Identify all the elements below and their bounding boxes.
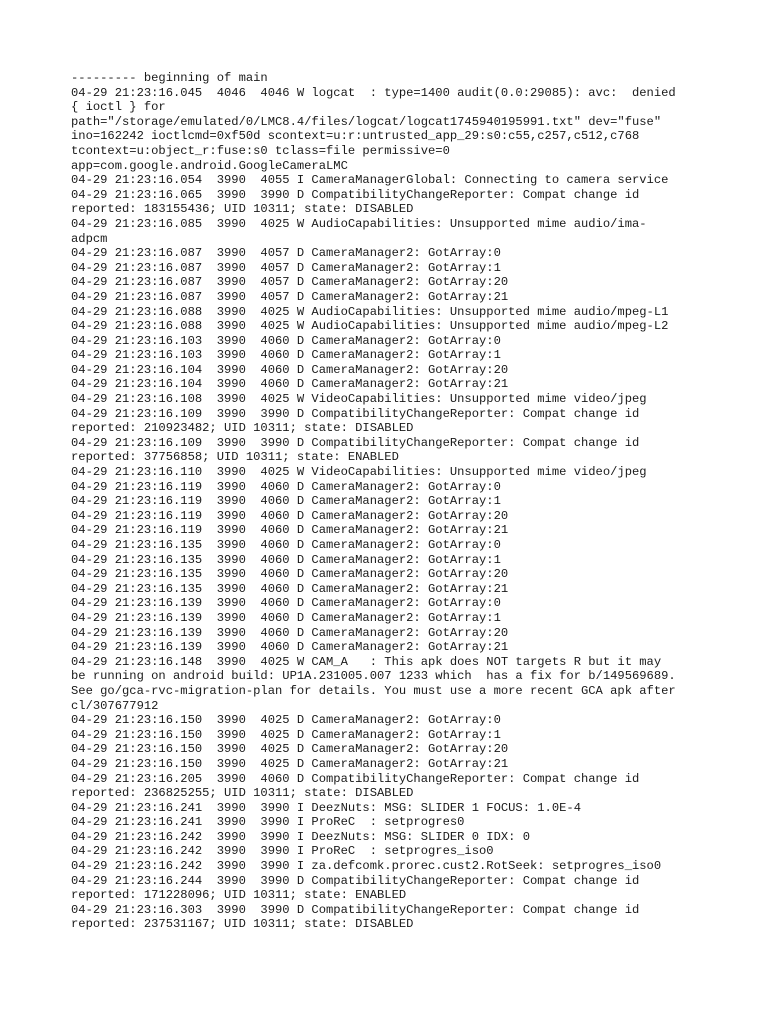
log-line: 04-29 21:23:16.135 3990 4060 D CameraManager2: GotArray:0	[71, 538, 501, 552]
log-line: 04-29 21:23:16.242 3990 3990 I za.defcomk.prorec.cust2.RotSeek: setprogres_iso0	[71, 859, 662, 874]
log-line: reported: 237531167; UID 10311; state: DISABLED	[71, 917, 414, 932]
log-line: 04-29 21:23:16.150 3990 4025 D CameraManager2: GotArray:21	[71, 756, 509, 771]
log-line: 04-29 21:23:16.139 3990 4060 D CameraManager2: GotArray:1	[71, 610, 501, 625]
log-line: 04-29 21:23:16.045 4046 4046 W logcat : type=1400 audit(0.0:29085): avc: denied	[71, 85, 676, 100]
log-line: 04-29 21:23:16.150 3990 4025 D CameraManager2: GotArray:1	[71, 727, 501, 742]
log-line: 04-29 21:23:16.242 3990 3990 I ProReC : setprogres_iso0	[71, 844, 494, 859]
log-line: 04-29 21:23:16.135 3990 4060 D CameraManager2: GotArray:1	[71, 552, 501, 567]
log-line: 04-29 21:23:16.119 3990 4060 D CameraManager2: GotArray:21	[71, 523, 509, 538]
log-line: See go/gca-rvc-migration-plan for details. You must use a more recent GCA apk after	[71, 683, 676, 698]
log-line: 04-29 21:23:16.205 3990 4060 D CompatibilityChangeReporter: Compat change id	[71, 771, 640, 786]
log-line: ino=162242 ioctlcmd=0xf50d scontext=u:r:untrusted_app_29:s0:c55,c257,c512,c768	[71, 129, 640, 144]
log-line: 04-29 21:23:16.087 3990 4057 D CameraManager2: GotArray:0	[71, 246, 501, 261]
log-line: 04-29 21:23:16.241 3990 3990 I ProReC : setprogres0	[71, 815, 465, 830]
log-line: be running on android build: UP1A.231005.007 1233 which has a fix for b/149569689.	[71, 669, 676, 684]
log-line: 04-29 21:23:16.087 3990 4057 D CameraManager2: GotArray:20	[71, 275, 509, 290]
log-line: reported: 37756858; UID 10311; state: ENABLED	[71, 450, 399, 465]
log-line: 04-29 21:23:16.150 3990 4025 D CameraManager2: GotArray:20	[71, 742, 509, 757]
log-line: 04-29 21:23:16.104 3990 4060 D CameraManager2: GotArray:21	[71, 377, 509, 392]
log-line: 04-29 21:23:16.087 3990 4057 D CameraManager2: GotArray:1	[71, 260, 501, 275]
log-line: reported: 210923482; UID 10311; state: DISABLED	[71, 421, 414, 436]
log-line: 04-29 21:23:16.103 3990 4060 D CameraManager2: GotArray:1	[71, 348, 501, 363]
log-line: 04-29 21:23:16.110 3990 4025 W VideoCapabilities: Unsupported mime video/jpeg	[71, 465, 647, 480]
log-line: 04-29 21:23:16.139 3990 4060 D CameraManager2: GotArray:20	[71, 625, 509, 640]
log-line: 04-29 21:23:16.148 3990 4025 W CAM_A : This apk does NOT targets R but it may	[71, 654, 662, 669]
logcat-text	[71, 71, 711, 932]
log-section-header: --------- beginning of main	[71, 71, 268, 85]
log-line: 04-29 21:23:16.119 3990 4060 D CameraManager2: GotArray:0	[71, 479, 501, 494]
log-line: 04-29 21:23:16.104 3990 4060 D CameraManager2: GotArray:20	[71, 362, 509, 377]
log-line: reported: 183155436; UID 10311; state: DISABLED	[71, 202, 414, 217]
log-line: 04-29 21:23:16.103 3990 4060 D CameraManager2: GotArray:0	[71, 333, 501, 348]
log-line: 04-29 21:23:16.150 3990 4025 D CameraManager2: GotArray:0	[71, 713, 501, 728]
log-line: 04-29 21:23:16.242 3990 3990 I DeezNuts: MSG: SLIDER 0 IDX: 0	[71, 829, 530, 844]
log-line: path="/storage/emulated/0/LMC8.4/files/logcat/logcat1745940195991.txt" dev="fuse"	[71, 114, 662, 129]
log-line: 04-29 21:23:16.139 3990 4060 D CameraManager2: GotArray:0	[71, 596, 501, 611]
log-line: 04-29 21:23:16.135 3990 4060 D CameraManager2: GotArray:20	[71, 567, 509, 582]
log-line: 04-29 21:23:16.088 3990 4025 W AudioCapabilities: Unsupported mime audio/mpeg-L1	[71, 304, 669, 319]
log-line: 04-29 21:23:16.119 3990 4060 D CameraManager2: GotArray:20	[71, 508, 509, 523]
log-line: app=com.google.android.GoogleCameraLMC	[71, 158, 348, 173]
log-line: tcontext=u:object_r:fuse:s0 tclass=file permissive=0	[71, 143, 450, 158]
log-line: reported: 171228096; UID 10311; state: ENABLED	[71, 888, 407, 903]
log-line: 04-29 21:23:16.109 3990 3990 D CompatibilityChangeReporter: Compat change id	[71, 406, 640, 421]
log-line: 04-29 21:23:16.244 3990 3990 D CompatibilityChangeReporter: Compat change id	[71, 873, 640, 888]
log-line: reported: 236825255; UID 10311; state: DISABLED	[71, 786, 414, 801]
log-line: 04-29 21:23:16.088 3990 4025 W AudioCapabilities: Unsupported mime audio/mpeg-L2	[71, 319, 669, 334]
log-line: 04-29 21:23:16.139 3990 4060 D CameraManager2: GotArray:21	[71, 640, 509, 655]
log-line: adpcm	[71, 231, 108, 246]
log-line: { ioctl } for	[71, 100, 166, 115]
log-line: 04-29 21:23:16.135 3990 4060 D CameraManager2: GotArray:21	[71, 581, 509, 596]
log-line: 04-29 21:23:16.303 3990 3990 D CompatibilityChangeReporter: Compat change id	[71, 902, 640, 917]
log-line: 04-29 21:23:16.065 3990 3990 D CompatibilityChangeReporter: Compat change id	[71, 187, 640, 202]
log-line: 04-29 21:23:16.087 3990 4057 D CameraManager2: GotArray:21	[71, 289, 509, 304]
log-line: 04-29 21:23:16.054 3990 4055 I CameraManagerGlobal: Connecting to camera service	[71, 173, 669, 188]
log-line: 04-29 21:23:16.108 3990 4025 W VideoCapabilities: Unsupported mime video/jpeg	[71, 392, 647, 407]
log-line: 04-29 21:23:16.119 3990 4060 D CameraManager2: GotArray:1	[71, 494, 501, 509]
log-line: cl/307677912	[71, 698, 159, 713]
log-line: 04-29 21:23:16.109 3990 3990 D CompatibilityChangeReporter: Compat change id	[71, 435, 640, 450]
log-line: 04-29 21:23:16.241 3990 3990 I DeezNuts: MSG: SLIDER 1 FOCUS: 1.0E-4	[71, 800, 581, 815]
log-line: 04-29 21:23:16.085 3990 4025 W AudioCapabilities: Unsupported mime audio/ima-	[71, 216, 647, 231]
